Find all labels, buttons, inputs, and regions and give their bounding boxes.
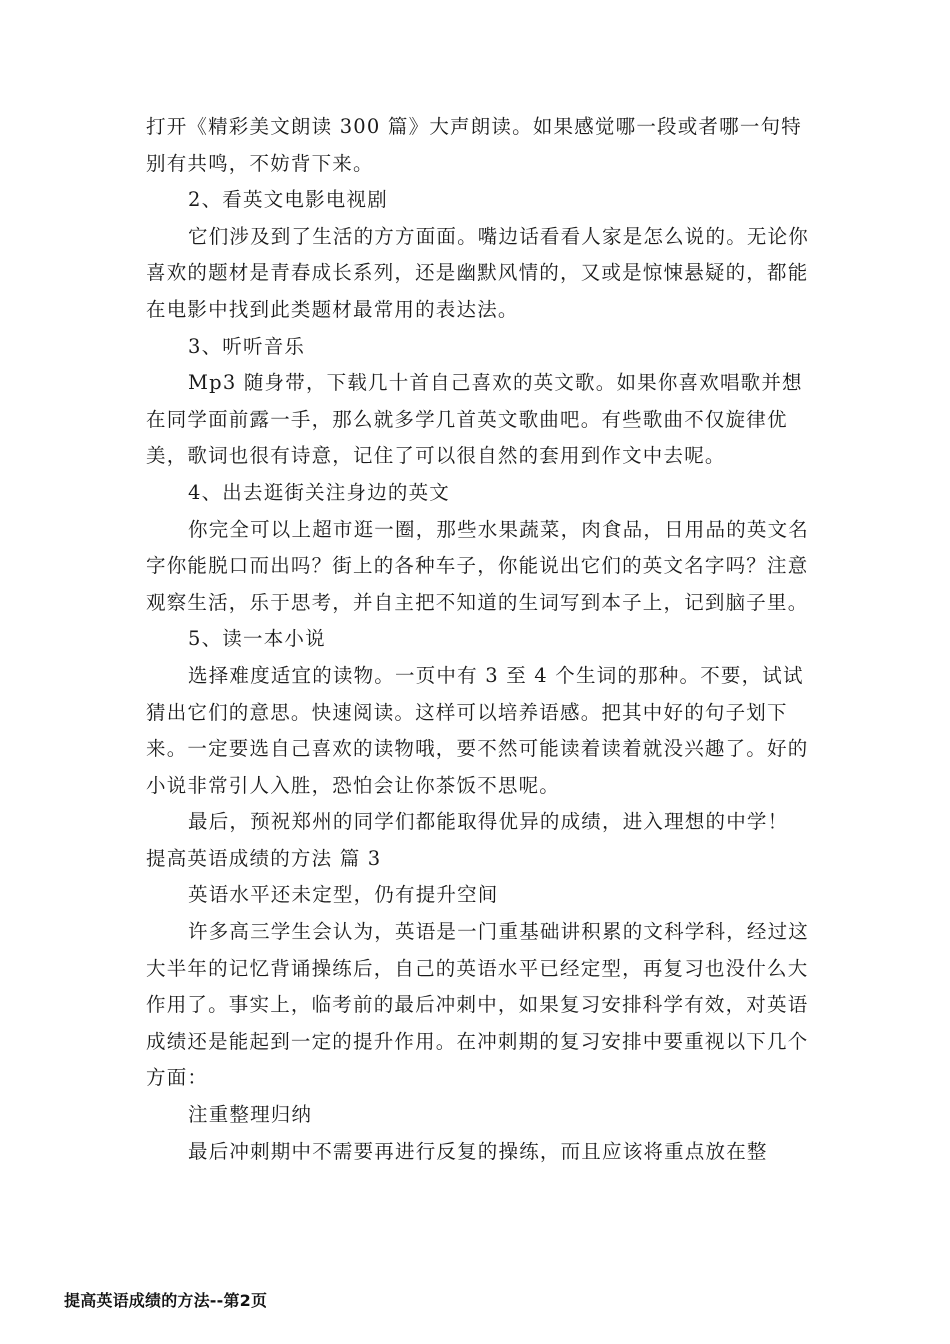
page-footer: 提高英语成绩的方法--第2页 bbox=[64, 1291, 268, 1310]
paragraph-level-not-fixed: 许多高三学生会认为，英语是一门重基础讲积累的文科学科，经过这大半年的记忆背诵操练后，自己的英语水平已经定型，再复习也没什么大作用了。事实上，临考前的最后冲刺中，如果复习安排科学有效，对英语成绩还是能起到一定的提升作用。在冲刺期的复习安排中要重视以下几个方面： bbox=[146, 920, 810, 1090]
section-title: 提高英语成绩的方法 篇 3 bbox=[146, 846, 382, 870]
paragraph-closing-wish: 最后，预祝郑州的同学们都能取得优异的成绩，进入理想的中学！ bbox=[188, 810, 789, 834]
paragraph-music: Mp3 随身带，下载几十首自己喜欢的英文歌。如果你喜欢唱歌并想在同学面前露一手，那么就多学几首英文歌曲吧。有些歌曲不仅旋律优美，歌词也很有诗意，记住了可以很自然的套用到作文中去呢。 bbox=[146, 371, 803, 468]
paragraph-street-english: 你完全可以上超市逛一圈，那些水果蔬菜，肉食品，日用品的英文名字你能脱口而出吗？街上的各种车子，你能说出它们的英文名字吗？注意观察生活，乐于思考，并自主把不知道的生词写到本子上，记到脑子里。 bbox=[146, 517, 810, 614]
subheading-watch-movies: 2、看英文电影电视剧 bbox=[188, 188, 388, 212]
subheading-listen-music: 3、听听音乐 bbox=[188, 334, 306, 358]
subheading-organize-summarize: 注重整理归纳 bbox=[188, 1103, 313, 1127]
paragraph-organize-summarize: 最后冲刺期中不需要再进行反复的操练，而且应该将重点放在整 bbox=[188, 1139, 768, 1163]
subheading-street-english: 4、出去逛街关注身边的英文 bbox=[188, 480, 451, 504]
article-body bbox=[146, 109, 810, 1170]
paragraph-movies: 它们涉及到了生活的方方面面。嘴边话看看人家是怎么说的。无论你喜欢的题材是青春成长系列，还是幽默风情的，又或是惊悚悬疑的，都能在电影中找到此类题材最常用的表达法。 bbox=[146, 224, 810, 321]
paragraph-novel: 选择难度适宜的读物。一页中有 3 至 4 个生词的那种。不要，试试猜出它们的意思。快速阅读。这样可以培养语感。把其中好的句子划下来。一定要选自己喜欢的读物哦，要不然可能读着读着就没兴趣了。好的小说非常引人入胜，恐怕会让你茶饭不思呢。 bbox=[146, 663, 809, 797]
subheading-level-not-fixed: 英语水平还未定型，仍有提升空间 bbox=[188, 883, 499, 907]
subheading-read-novel: 5、读一本小说 bbox=[188, 627, 326, 651]
paragraph-continuation: 打开《精彩美文朗读 300 篇》大声朗读。如果感觉哪一段或者哪一句特别有共鸣，不妨背下来。 bbox=[146, 115, 802, 175]
